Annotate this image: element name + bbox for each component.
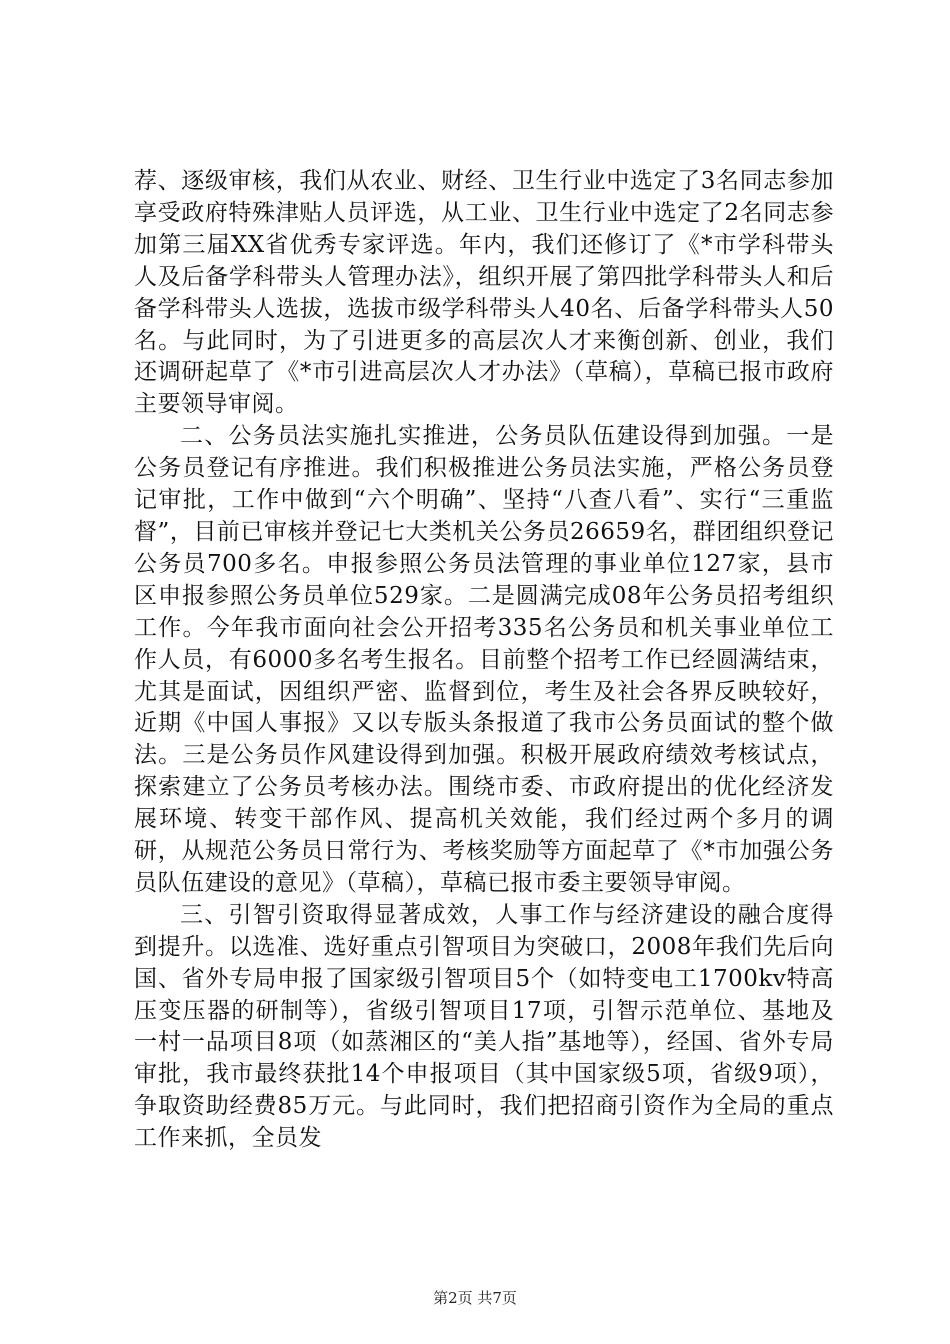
page-footer: 第2页 共7页 <box>433 1289 517 1307</box>
paragraph-talent-investment: 三、引智引资取得显著成效，人事工作与经济建设的融合度得到提升。以选准、选好重点引智项目为突破口，2008年我们先后向国、省外专局申报了国家级引智项目5个（如特变电工1700kv特高压变压器的研制等），省级引智项目17项，引智示范单位、基地及一村一品项目8项（如蒸湘区的“美人指”基地等），经国、省外专局审批，我市最终获批14个申报项目（其中国家级5项，省级9项），争取资助经费85万元。与此同时，我们把招商引资作为全局的重点工作来抓，全员发 <box>134 901 834 1152</box>
paragraph-continuation: 荐、逐级审核，我们从农业、财经、卫生行业中选定了3名同志参加享受政府特殊津贴人员评选，从工业、卫生行业中选定了2名同志参加第三届XX省优秀专家评选。年内，我们还修订了《*市学科带头人及后备学科带头人管理办法》，组织开展了第四批学科带头人和后备学科带头人选拔，选拔市级学科带头人40名、后备学科带头人50名。与此同时，为了引进更多的高层次人才来衡创新、创业，我们还调研起草了《*市引进高层次人才办法》（草稿），草稿已报市政府主要领导审阅。 <box>134 168 834 418</box>
document-body <box>134 166 834 1155</box>
paragraph-civil-servant-law: 二、公务员法实施扎实推进，公务员队伍建设得到加强。一是公务员登记有序推进。我们积极推进公务员法实施，严格公务员登记审批，工作中做到“六个明确”、坚持“八查八看”、实行“三重监督”，目前已审核并登记七大类机关公务员26659名，群团组织登记公务员700多名。申报参照公务员法管理的事业单位127家，县市区申报参照公务员单位529家。二是圆满完成08年公务员招考组织工作。今年我市面向社会公开招考335名公务员和机关事业单位工作人员，有6000多名考生报名。目前整个招考工作已经圆满结束，尤其是面试，因组织严密、监督到位，考生及社会各界反映较好，近期《中国人事报》又以专版头条报道了我市公务员面试的整个做法。三是公务员作风建设得到加强。积极开展政府绩效考核试点，探索建立了公务员考核办法。围绕市委、市政府提出的优化经济发展环境、转变干部作风、提高机关效能，我们经过两个多月的调研，从规范公务员日常行为、考核奖励等方面起草了《*市加强公务员队伍建设的意见》（草稿），草稿已报市委主要领导审阅。 <box>134 423 834 896</box>
